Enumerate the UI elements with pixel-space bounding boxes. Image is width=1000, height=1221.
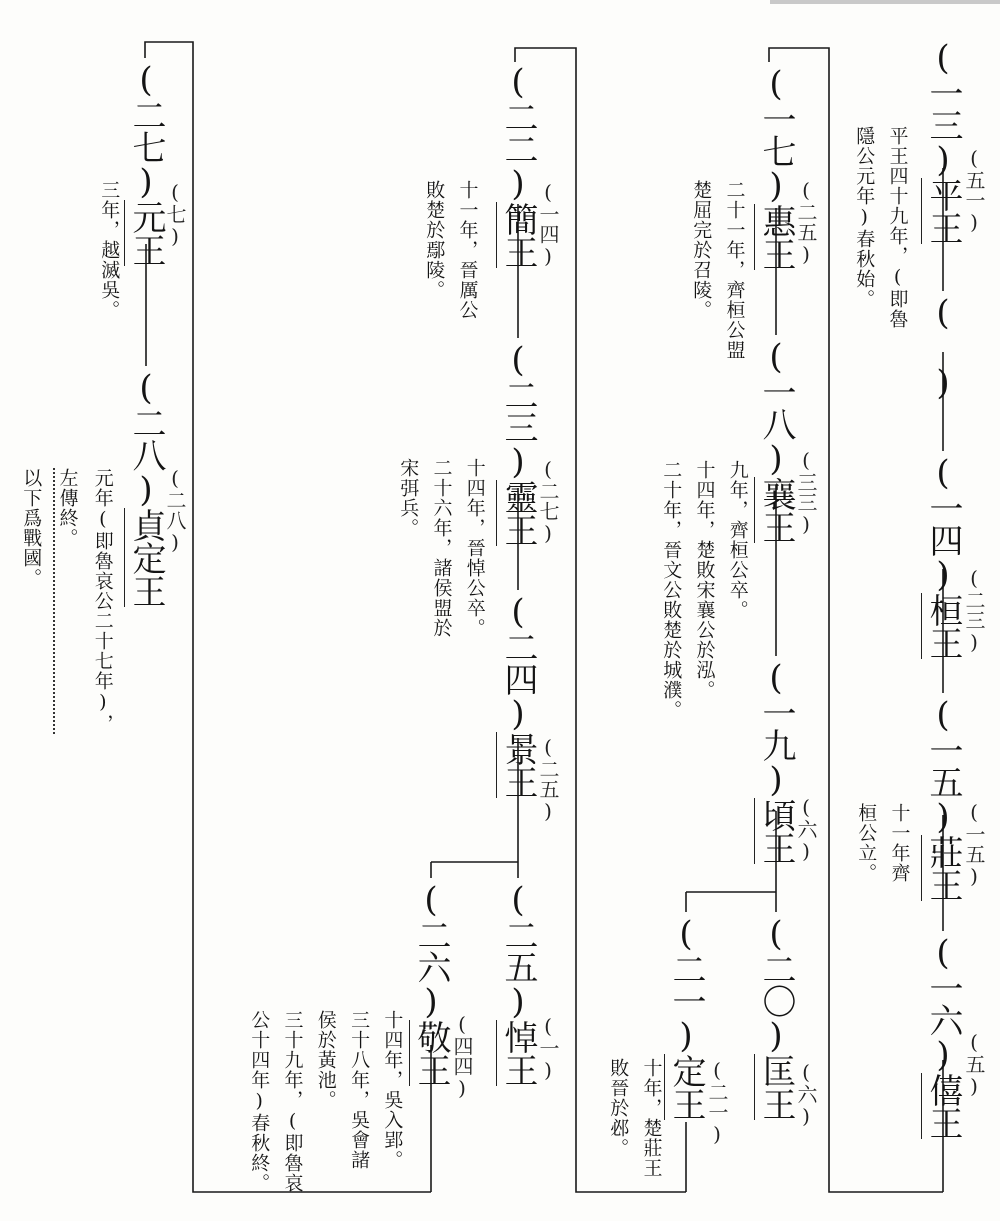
king-zhuangwang: (一五)莊王 bbox=[923, 695, 963, 901]
king-xiwang: (一六)僖王 bbox=[923, 933, 963, 1139]
note-line: 三十九年，(即魯哀 bbox=[281, 1010, 304, 1193]
note-line: 楚屈完於召陵。 bbox=[690, 180, 713, 320]
note-line: 桓公立。 bbox=[855, 803, 878, 883]
note-line: 以下爲戰國。 bbox=[20, 468, 43, 588]
note-line: 敗晉於邲。 bbox=[607, 1058, 630, 1158]
king-jingwang-景-years: (二五) bbox=[536, 735, 560, 823]
king-jianwang-years: (一四) bbox=[536, 180, 560, 268]
note-line: 侯於黃池。 bbox=[314, 1010, 337, 1110]
king-qingwang: (一九)頃王 bbox=[756, 658, 796, 864]
king-jianwang: (二二)簡王 bbox=[498, 62, 538, 268]
note-line: 十一年齊 bbox=[888, 803, 911, 883]
note-line: 三十八年，吳會諸 bbox=[348, 1010, 371, 1170]
note-huiwang bbox=[690, 180, 745, 360]
king-huanwang: (一四)桓王 bbox=[923, 453, 963, 659]
king-huiwang-years: (二五) bbox=[794, 178, 818, 266]
king-zhendingwang: (二八)貞定王 bbox=[126, 368, 166, 607]
note-yuanwang bbox=[98, 180, 119, 320]
note-pingwang bbox=[853, 126, 908, 329]
note-line: 十年，楚莊王 bbox=[640, 1058, 663, 1178]
king-qingwang-years: (六) bbox=[794, 795, 818, 863]
king-xiangwang-years: (三三) bbox=[794, 448, 818, 536]
note-line: 九年，齊桓公卒。 bbox=[726, 460, 749, 620]
king-lingwang: (二三)靈王 bbox=[498, 340, 538, 546]
king-daowang: (二五)悼王 bbox=[498, 880, 538, 1086]
king-xiangwang: (一八)襄王 bbox=[756, 337, 796, 543]
note-line: 二十一年，齊桓公盟 bbox=[723, 180, 746, 360]
king-yuanwang-years: (七) bbox=[163, 180, 187, 248]
note-line: 十四年，楚敗宋襄公於泓。 bbox=[693, 460, 716, 700]
note-line: 元年(即魯哀公二十七年)， bbox=[91, 468, 114, 734]
king-kuangwang: (二〇)匡王 bbox=[756, 914, 796, 1120]
king-zhendingwang-years: (二八) bbox=[163, 466, 187, 554]
king-pingwang: (一三)平王 bbox=[923, 38, 963, 244]
note-line: 三年，越滅吳。 bbox=[98, 180, 121, 320]
note-line: 敗楚於鄢陵。 bbox=[423, 180, 446, 300]
note-zhendingwang bbox=[20, 468, 113, 734]
king-lingwang-years: (二七) bbox=[536, 457, 560, 545]
note-lingwang bbox=[397, 458, 485, 638]
note-line: 平王四十九年，(即魯 bbox=[886, 126, 909, 329]
king-huanwang-years: (二三) bbox=[962, 566, 986, 654]
note-line: 宋弭兵。 bbox=[397, 458, 420, 538]
note-jingwang-敬 bbox=[248, 1010, 402, 1193]
note-xiangwang bbox=[660, 460, 748, 720]
note-line: 左傳終。 bbox=[53, 468, 77, 734]
note-line: 公十四年)春秋終。 bbox=[248, 1010, 271, 1193]
king-dingwang: (二一)定王 bbox=[666, 914, 706, 1120]
king-kuangwang-years: (六) bbox=[794, 1060, 818, 1128]
note-zhuangwang bbox=[855, 803, 910, 883]
note-line: 十四年，吳入郢。 bbox=[381, 1010, 404, 1170]
note-line: 二十年，晉文公敗楚於城濮。 bbox=[660, 460, 683, 720]
king-daowang-years: (一) bbox=[536, 1014, 560, 1082]
note-line: 隱公元年)春秋始。 bbox=[853, 126, 876, 309]
note-jianwang bbox=[423, 180, 478, 320]
king-pingwang-years: (五一) bbox=[962, 146, 986, 234]
king-dingwang-years: (二一) bbox=[705, 1058, 729, 1146]
note-dingwang bbox=[607, 1058, 662, 1178]
note-line: 十一年，晉厲公 bbox=[456, 180, 479, 320]
king-yuanwang: (二七)元王 bbox=[126, 60, 166, 266]
note-line: 十四年，晉悼公卒。 bbox=[463, 458, 486, 638]
king-jingwang-景: (二四)景王 bbox=[498, 592, 538, 798]
king-blank: ( ) bbox=[923, 293, 963, 401]
king-xiwang-years: (五) bbox=[962, 1030, 986, 1098]
king-jingwang-敬: (二六)敬王 bbox=[411, 880, 451, 1086]
note-line: 二十六年，諸侯盟於 bbox=[430, 458, 453, 638]
king-zhuangwang-years: (一五) bbox=[962, 800, 986, 888]
king-jingwang-敬-years: (四四) bbox=[450, 1012, 474, 1100]
king-huiwang: (一七)惠王 bbox=[756, 64, 796, 270]
